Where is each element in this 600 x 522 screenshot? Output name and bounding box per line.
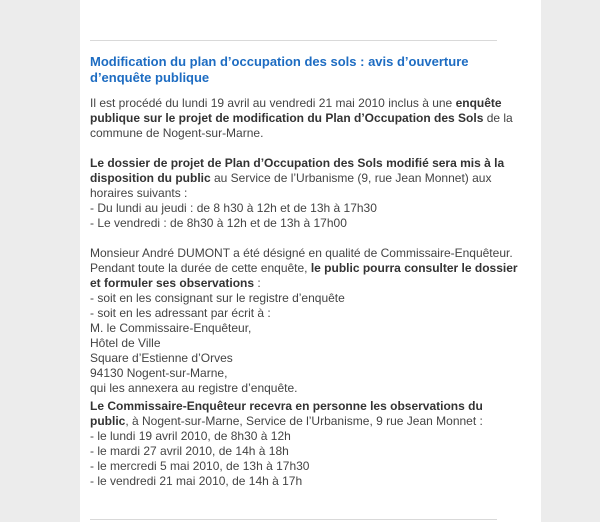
permanence-line: - le vendredi 21 mai 2010, de 14h à 17h xyxy=(90,474,303,488)
hours-line: - Du lundi au jeudi : de 8 h30 à 12h et de 13h à 17h30 xyxy=(90,201,377,215)
paragraph-permanences xyxy=(90,399,520,489)
paragraph-intro xyxy=(90,96,520,141)
address-line: M. le Commissaire-Enquêteur, xyxy=(90,321,252,335)
intro-text-end: de la commune de Nogent-sur-Marne. xyxy=(90,111,513,140)
dossier-text: au Service de l’Urbanisme (9, rue Jean Monnet) aux horaires suivants : xyxy=(90,171,492,200)
address-line: qui les annexera au registre d’enquête. xyxy=(90,381,298,395)
permanence-line: - le lundi 19 avril 2010, de 8h30 à 12h xyxy=(90,429,291,443)
dossier-bold: Le dossier de projet de Plan d’Occupation des Sols modifié sera mis à la disposition du public xyxy=(90,156,505,185)
article xyxy=(90,54,520,504)
commissaire-bold: le public pourra consulter le dossier et formuler ses observations xyxy=(90,261,518,290)
hours-line: - Le vendredi : de 8h30 à 12h et de 13h à 17h00 xyxy=(90,216,347,230)
permanences-bold: Le Commissaire-Enquêteur recevra en personne les observations du public xyxy=(90,399,483,428)
commissaire-colon: : xyxy=(254,276,261,290)
commissaire-text: Monsieur André DUMONT a été désigné en qualité de Commissaire-Enquêteur. Pendant toute la durée de cette enquête, xyxy=(90,246,513,275)
content-column xyxy=(80,0,541,522)
article-title: Modification du plan d’occupation des sols : avis d’ouverture d’enquête publique xyxy=(90,54,469,85)
bottom-divider xyxy=(90,519,497,520)
intro-text: Il est procédé du lundi 19 avril au vendredi 21 mai 2010 inclus à une xyxy=(90,96,456,110)
address-line: 94130 Nogent-sur-Marne, xyxy=(90,366,228,380)
intro-bold: enquête publique sur le projet de modification du Plan d’Occupation des Sols xyxy=(90,96,502,125)
permanences-text: , à Nogent-sur-Marne, Service de l’Urbanisme, 9 rue Jean Monnet : xyxy=(125,414,483,428)
paragraph-commissaire xyxy=(90,246,520,396)
option-line: - soit en les adressant par écrit à : xyxy=(90,306,271,320)
address-line: Square d’Estienne d’Orves xyxy=(90,351,233,365)
top-divider xyxy=(90,40,497,41)
option-line: - soit en les consignant sur le registre d’enquête xyxy=(90,291,345,305)
paragraph-dossier xyxy=(90,156,520,231)
permanence-line: - le mercredi 5 mai 2010, de 13h à 17h30 xyxy=(90,459,310,473)
address-line: Hôtel de Ville xyxy=(90,336,161,350)
permanence-line: - le mardi 27 avril 2010, de 14h à 18h xyxy=(90,444,289,458)
